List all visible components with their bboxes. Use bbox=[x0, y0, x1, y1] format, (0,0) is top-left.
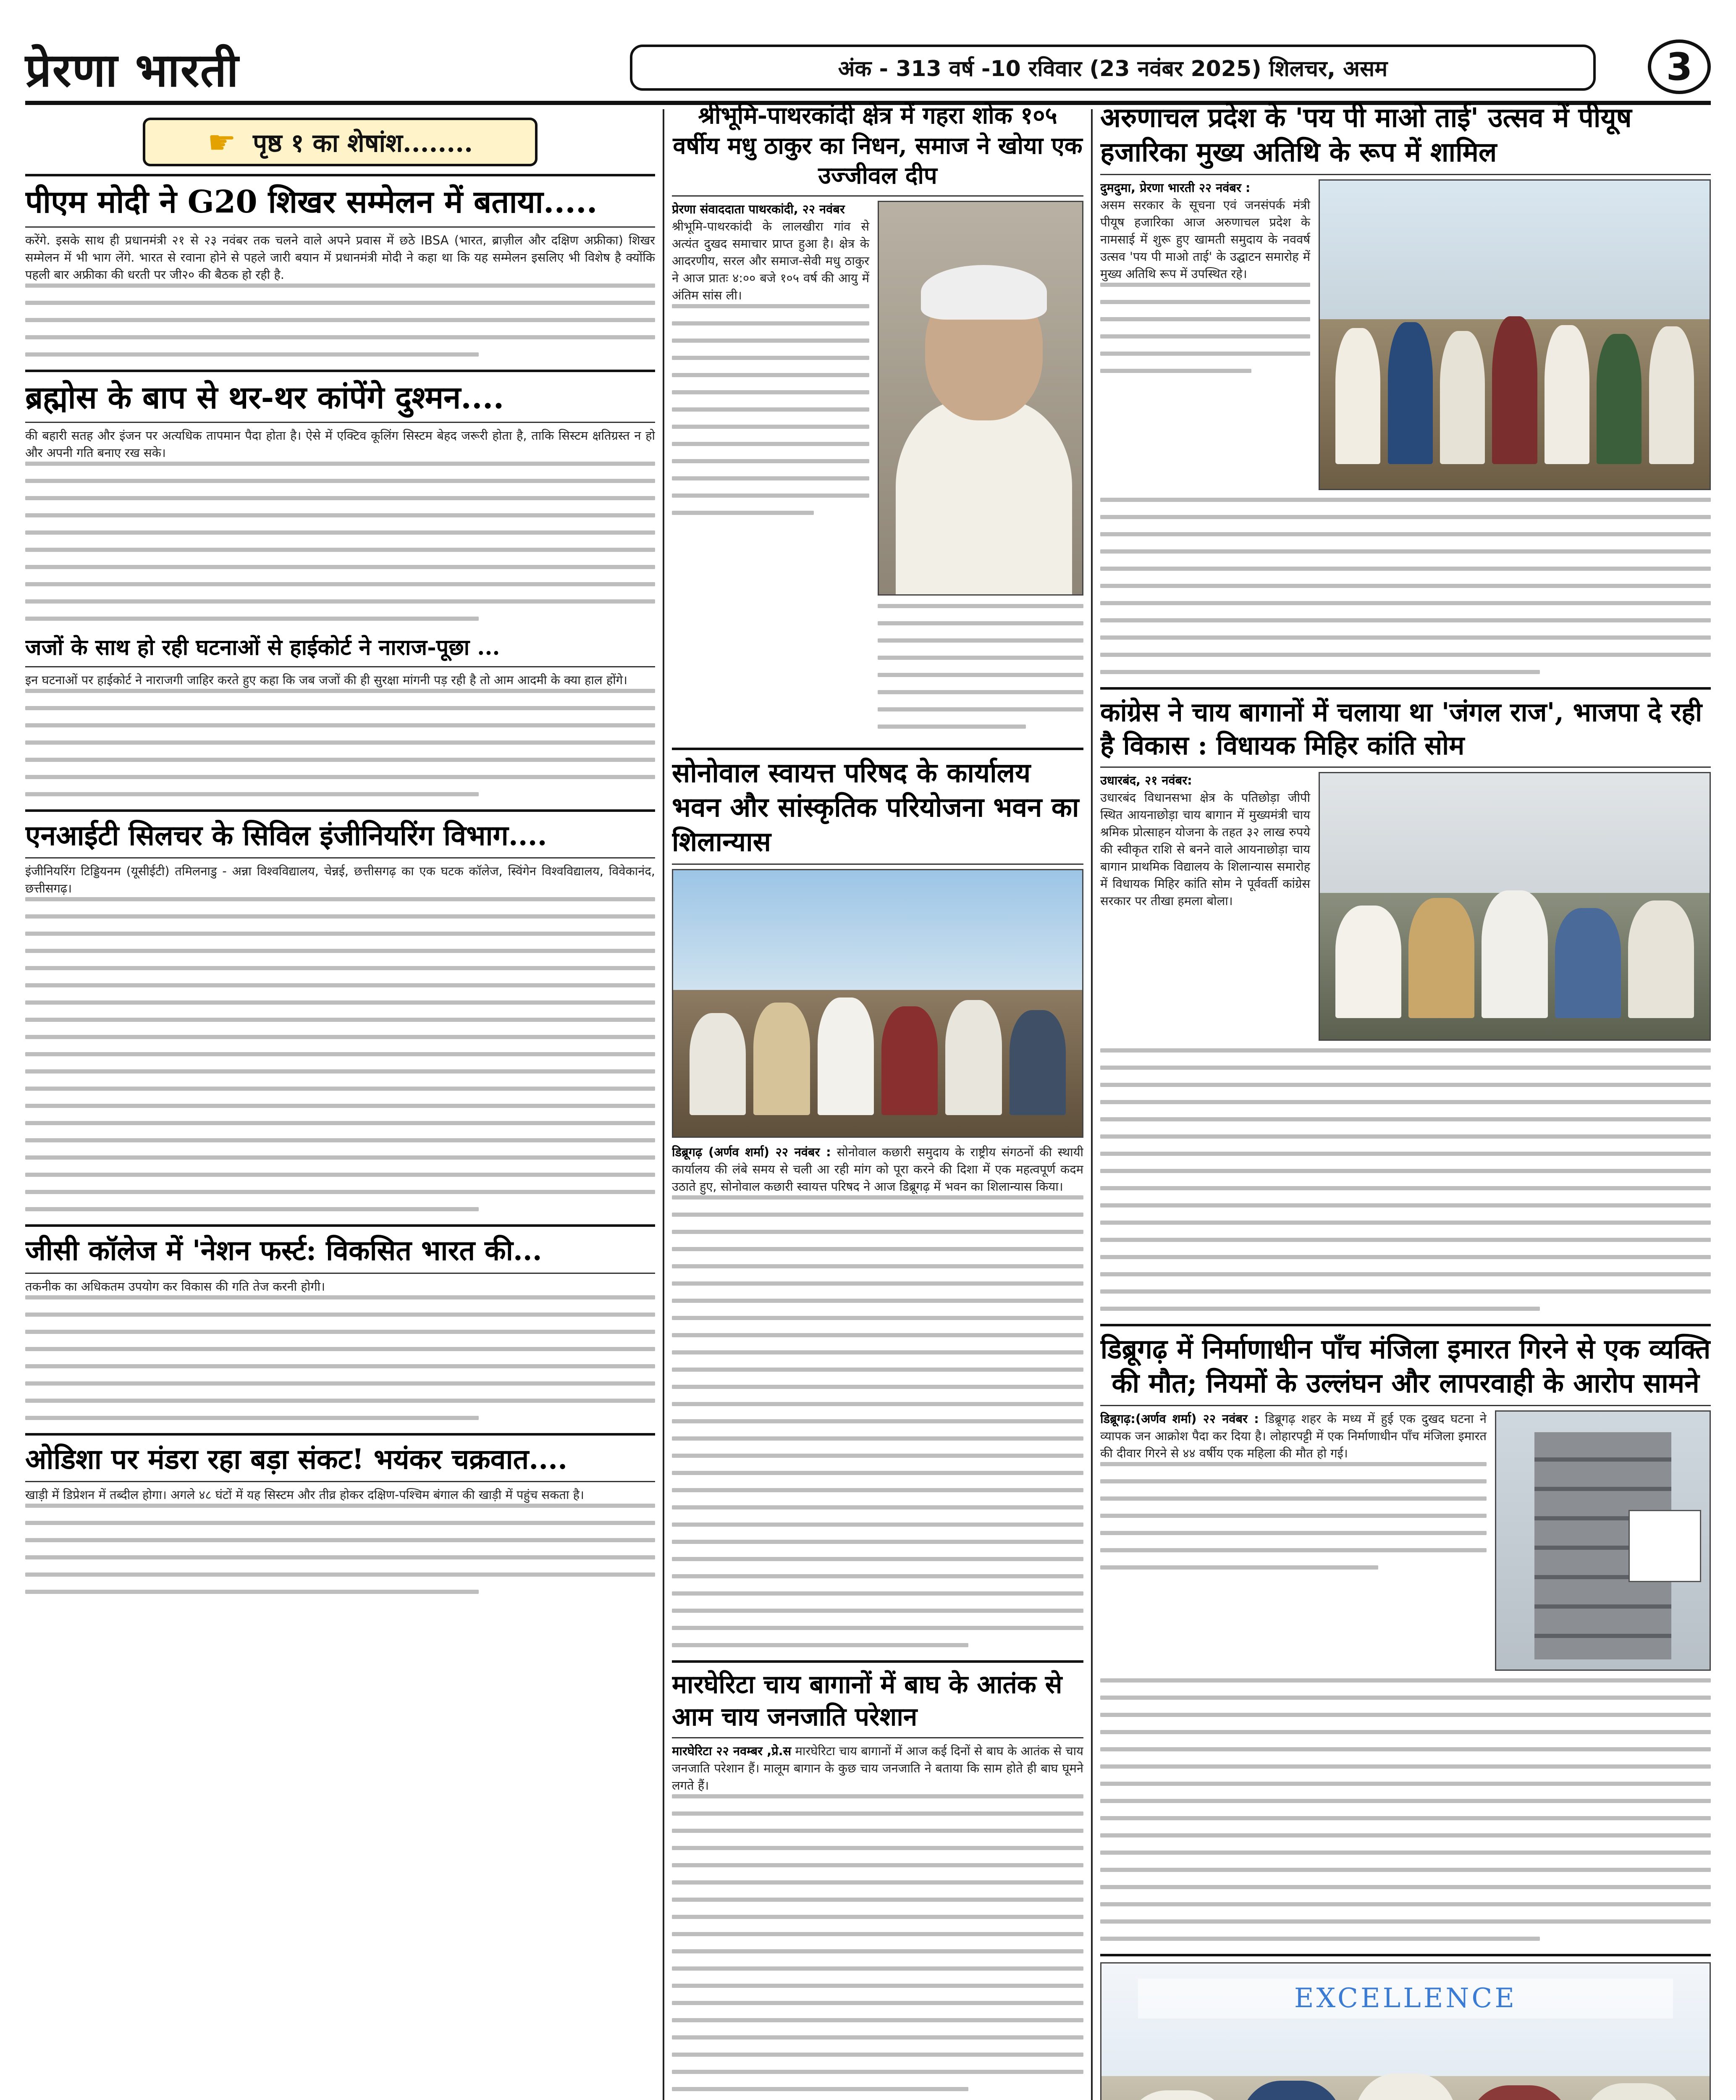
article-dateline: मारघेरिटा २२ नवम्बर ,प्रे.स bbox=[672, 1744, 792, 1759]
article-body bbox=[672, 1144, 1083, 1195]
continued-banner bbox=[143, 118, 538, 166]
article-headline: कांग्रेस ने चाय बागानों में चलाया था 'जंगल राज', भाजपा दे रही है विकास : विधायक मिहिर कांति सोम bbox=[1100, 696, 1702, 761]
pointing-hand-icon: ☛ bbox=[207, 123, 236, 161]
divider bbox=[25, 1224, 655, 1227]
divider bbox=[672, 748, 1083, 750]
article-text-lines bbox=[25, 284, 655, 357]
divider bbox=[1100, 174, 1711, 175]
article-headline: श्रीभूमि-पाथरकांदी क्षेत्र में गहरा शोक १०५ वर्षीय मधु ठाकुर का निधन, समाज ने खोया एक उज्जीवल दीप bbox=[673, 102, 1083, 190]
column-divider bbox=[1091, 109, 1093, 2100]
article-body: करेंगे. इसके साथ ही प्रधानमंत्री २१ से २३ नवंबर तक चलने वाले अपने प्रवास में छठे IBSA (भारत, ब्राज़ील और दक्षिण अफ्रीका) शिखर सम्मेलन में भी भाग लेंगे. भारत से रवाना होने से पहले जारी बयान में प्रधानमंत्री मोदी ने कहा था कि यह सम्मेलन इसलिए भी विशेष है क्योंकि पहली बार अफ्रीका की धरती पर जी२० की बैठक हो रही है. bbox=[25, 233, 655, 282]
article-text-lines bbox=[1100, 1462, 1487, 1570]
page-number: 3 bbox=[1648, 39, 1711, 94]
divider bbox=[25, 1481, 655, 1482]
article-headline: ओडिशा पर मंडरा रहा बड़ा संकट! भयंकर चक्रवात.... bbox=[25, 1442, 568, 1475]
article-madhu-thakur bbox=[672, 101, 1083, 742]
article-lead: सोनोवाल कछारी समुदाय के राष्ट्रीय संगठनों की स्थायी कार्यालय की लंबे समय से चली आ रही मांग को पूरा करने की दिशा में एक महत्वपूर्ण कदम उठाते हुए, सोनोवाल कछारी स्वायत्त परिषद ने आज डिब्रूगढ़ में भवन का शिलान्यास किया। bbox=[672, 1144, 1083, 1194]
divider bbox=[25, 1433, 655, 1436]
divider bbox=[1100, 1954, 1711, 1956]
divider bbox=[672, 864, 1083, 865]
divider bbox=[1100, 687, 1711, 690]
article-headline: जीसी कॉलेज में 'नेशन फर्स्ट: विकसित भारत की... bbox=[25, 1234, 542, 1267]
article-body: इन घटनाओं पर हाईकोर्ट ने नाराजगी जाहिर करते हुए कहा कि जब जजों की ही सुरक्षा मांगनी पड़ रही है तो आम आदमी के क्या हाल होंगे। bbox=[25, 672, 628, 687]
article-odisha-cyclone bbox=[25, 1441, 655, 1594]
article-text-lines bbox=[1100, 498, 1711, 674]
article-body: श्रीभूमि-पाथरकांदी के लालखीरा गांव से अत्यंत दुखद समाचार प्राप्त हुआ है। क्षेत्र के आदरणीय, सरल और समाज-सेवी मधु ठाकुर ने आज प्रातः ४:०० बजे १०५ वर्ष की आयु में अंतिम सांस ली। bbox=[672, 219, 869, 303]
article-text-lines bbox=[672, 1195, 1083, 1647]
divider bbox=[25, 857, 655, 858]
divider bbox=[25, 422, 655, 423]
article-headline: पीएम मोदी ने G20 शिखर सम्मेलन में बताया..... bbox=[25, 184, 598, 220]
article-text-lines bbox=[25, 1295, 655, 1420]
masthead bbox=[25, 34, 1711, 105]
article-text-lines bbox=[1100, 1048, 1711, 1311]
article-body: तकनीक का अधिकतम उपयोग कर विकास की गति तेज करनी होगी। bbox=[25, 1279, 325, 1294]
middle-column bbox=[672, 101, 1083, 2100]
article-headline: सोनोवाल स्वायत्त परिषद के कार्यालय भवन और सांस्कृतिक परियोजना भवन का शिलान्यास bbox=[672, 757, 1079, 858]
article-dateline: डिब्रूगढ़ (अर्णव शर्मा) २२ नवंबर : bbox=[672, 1144, 831, 1159]
article-text-lines bbox=[25, 689, 655, 796]
divider bbox=[25, 174, 655, 176]
article-headline: मारघेरिटा चाय बागानों में बाघ के आतंक से आम चाय जनजाति परेशान bbox=[672, 1670, 1062, 1732]
article-dateline: दुमदुमा, प्रेरणा भारती २२ नवंबर : bbox=[1100, 180, 1251, 195]
article-lead: मारघेरिटा चाय बागानों में आज कई दिनों से बाघ के आतंक से चाय जनजाति परेशान हैं। मालूम बागान के कुछ चाय जनजाति ने बताया कि साम होते ही बाघ घूमने लगते हैं। bbox=[672, 1744, 1083, 1793]
divider bbox=[25, 666, 655, 667]
festival-photo bbox=[1319, 179, 1711, 490]
divider bbox=[25, 809, 655, 812]
article-high-court bbox=[25, 634, 655, 796]
divider bbox=[25, 1273, 655, 1274]
article-g20 bbox=[25, 182, 655, 357]
article-headline: जजों के साथ हो रही घटनाओं से हाईकोर्ट ने नाराज-पूछा ... bbox=[25, 635, 500, 661]
article-dateline: डिब्रूगढ़:(अर्णव शर्मा) २२ नवंबर : bbox=[1100, 1412, 1259, 1426]
assam-company-anniversary-photo bbox=[1100, 1962, 1711, 2100]
issue-info: अंक - 313 वर्ष -10 रविवार (23 नवंबर 2025) शिलचर, असम bbox=[630, 45, 1596, 91]
article-body bbox=[1100, 1410, 1487, 1462]
excellence-banner-text: EXCELLENCE bbox=[1138, 1979, 1673, 2019]
article-headline: अरुणाचल प्रदेश के 'पय पी माओ ताई' उत्सव में पीयूष हजारिका मुख्य अतिथि के रूप में शामिल bbox=[1100, 102, 1632, 168]
article-body: उधारबंद विधानसभा क्षेत्र के पतिछोड़ा जीपी स्थित आयनाछोड़ा चाय बागान में मुख्यमंत्री चाय श्रमिक प्रोत्साहन योजना के तहत ३२ लाख रुपये की स्वीकृत राशि से बनने वाले आयनाछोड़ा चाय बागान प्राथमिक विद्यालय के शिलान्यास समारोह में विधायक मिहिर कांति सोम ने पूर्ववर्ती कांग्रेस सरकार पर तीखा हमला बोला। bbox=[1100, 790, 1310, 908]
divider bbox=[1100, 1405, 1711, 1406]
article-dateline: प्रेरणा संवाददाता पाथरकांदी, २२ नवंबर bbox=[672, 202, 845, 217]
divider bbox=[672, 1660, 1083, 1663]
article-headline: एनआईटी सिलचर के सिविल इंजीनियरिंग विभाग.... bbox=[25, 819, 547, 852]
article-sonowal-council bbox=[672, 756, 1083, 1647]
divider bbox=[672, 1737, 1083, 1738]
continued-banner-text: पृष्ठ १ का शेषांश........ bbox=[253, 129, 473, 158]
madhu-thakur-portrait bbox=[878, 201, 1083, 596]
article-text-lines bbox=[672, 1794, 1083, 2091]
article-headline: डिब्रूगढ़ में निर्माणाधीन पाँच मंजिला इमारत गिरने से एक व्यक्ति की मौत; नियमों के उल्लंघन और लापरवाही के आरोप सामने bbox=[1100, 1333, 1711, 1399]
divider bbox=[25, 226, 655, 228]
divider bbox=[25, 370, 655, 372]
divider bbox=[1100, 766, 1711, 768]
collapsed-building-photo bbox=[1495, 1410, 1711, 1671]
article-assam-company-photo bbox=[1100, 1962, 1711, 2100]
left-column bbox=[25, 118, 655, 2100]
column-divider bbox=[663, 109, 664, 2100]
article-dateline: उधारबंद, २१ नवंबर: bbox=[1100, 773, 1192, 788]
article-text-lines bbox=[672, 304, 869, 515]
article-body: की बहारी सतह और इंजन पर अत्यधिक तापमान पैदा होता है। ऐसे में एक्टिव कूलिंग सिस्टम बेहद जरूरी होता है, ताकि सिस्टम क्षतिग्रस्त न हो और अपनी गति बनाए रख सके। bbox=[25, 428, 655, 460]
article-body bbox=[672, 1743, 1083, 1794]
article-gc-college bbox=[25, 1233, 655, 1420]
article-body: असम सरकार के सूचना एवं जनसंपर्क मंत्री पीयूष हजारिका आज अरुणाचल प्रदेश के नामसाई में शुरू हुए खामती समुदाय के नववर्ष उत्सव 'पय पी माओ ताई' के उद्घाटन समारोह में मुख्य अतिथि रूप में उपस्थित रहे। bbox=[1100, 197, 1310, 281]
article-text-lines bbox=[25, 462, 655, 621]
article-tea-garden-congress bbox=[1100, 696, 1711, 1311]
article-text-lines bbox=[25, 897, 655, 1211]
right-column bbox=[1100, 101, 1711, 2100]
newspaper-name: प्रेरणा भारती bbox=[25, 43, 239, 97]
article-text-lines bbox=[878, 604, 1083, 729]
article-text-lines bbox=[25, 1504, 655, 1594]
article-brahmos bbox=[25, 378, 655, 621]
divider bbox=[1100, 1324, 1711, 1326]
school-foundation-photo bbox=[1319, 772, 1711, 1041]
article-margherita-tiger bbox=[672, 1669, 1083, 2092]
article-arunachal-festival bbox=[1100, 101, 1711, 674]
article-headline: ब्रह्मोस के बाप से थर-थर कांपेंगे दुश्मन.... bbox=[25, 379, 504, 416]
foundation-ceremony-photo bbox=[672, 869, 1083, 1138]
article-dibrugarh-building-collapse bbox=[1100, 1332, 1711, 1941]
article-body: इंजीनियरिंग टिड्डियनम (यूसीईटी) तमिलनाडु - अन्ना विश्वविद्यालय, चेन्नई, छत्तीसगढ़ का एक घटक कॉलेज, स्विंगेन विश्वविद्यालय, विवेकानंद, छत्तीसगढ़। bbox=[25, 864, 655, 896]
article-body: खाड़ी में डिप्रेशन में तब्दील होगा। अगले ४८ घंटों में यह सिस्टम और तीव्र होकर दक्षिण-पश्चिम बंगाल की खाड़ी में पहुंच सकता है। bbox=[25, 1488, 585, 1502]
article-lead: डिब्रूगढ़ शहर के मध्य में हुई एक दुखद घटना ने व्यापक जन आक्रोश पैदा कर दिया है। लोहारपट्टी में एक निर्माणाधीन पाँच मंजिला इमारत की दीवार गिरने से ४४ वर्षीय एक महिला की मौत हो गई। bbox=[1100, 1412, 1487, 1461]
article-nit-silchar bbox=[25, 818, 655, 1211]
article-text-lines bbox=[1100, 1678, 1711, 1941]
divider bbox=[672, 195, 1083, 197]
article-text-lines bbox=[1100, 283, 1310, 373]
